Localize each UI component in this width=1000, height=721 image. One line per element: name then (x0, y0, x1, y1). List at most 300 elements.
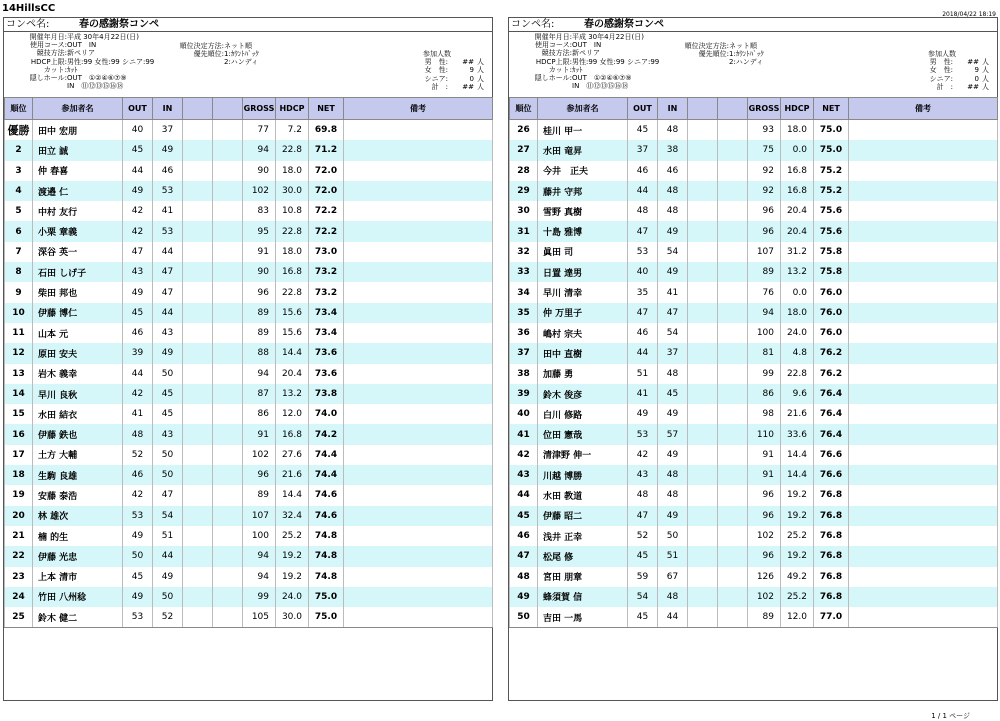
participant-name-cell: 竹田 八州稔 (33, 587, 123, 607)
gross-cell: 91 (748, 445, 781, 465)
rank-cell: 8 (5, 262, 33, 282)
table-row (5, 323, 493, 343)
participant-unit: 人 (982, 82, 989, 91)
rank-cell: 41 (510, 424, 538, 444)
rank-cell: 28 (510, 161, 538, 181)
blank-cell (213, 323, 243, 343)
rank-cell: 11 (5, 323, 33, 343)
hdcp-cell: 27.6 (276, 445, 309, 465)
rank-cell: 38 (510, 364, 538, 384)
blank-cell (688, 323, 718, 343)
blank-cell (183, 607, 213, 628)
info-row (512, 82, 682, 90)
gross-cell: 94 (243, 546, 276, 566)
participant-name-cell: 蜂須賀 信 (538, 587, 628, 607)
info-label: 開催年月日: (29, 33, 67, 41)
gross-cell: 90 (243, 161, 276, 181)
net-cell: 76.0 (814, 323, 849, 343)
in-score-cell: 48 (658, 465, 688, 485)
info-label: 使用コース: (29, 41, 67, 50)
gross-cell: 94 (243, 567, 276, 587)
hdcp-cell: 0.0 (781, 282, 814, 302)
participant-label: シニア: (929, 74, 953, 83)
in-score-cell: 50 (153, 445, 183, 465)
hdcp-cell: 18.0 (781, 303, 814, 323)
blank-cell (688, 161, 718, 181)
out-score-cell: 44 (628, 343, 658, 363)
in-score-cell: 48 (658, 364, 688, 384)
results-table (509, 97, 998, 628)
info-value: OUT IN (572, 41, 602, 50)
table-row (510, 201, 998, 221)
hdcp-cell: 12.0 (276, 404, 309, 424)
gross-cell: 90 (243, 262, 276, 282)
rank-cell: 21 (5, 526, 33, 546)
out-score-cell: 47 (123, 242, 153, 262)
participant-name-cell: 藤井 守邦 (538, 181, 628, 201)
out-score-cell: 47 (628, 221, 658, 241)
table-row (5, 485, 493, 505)
participant-name-cell: 仲 万里子 (538, 303, 628, 323)
in-score-cell: 37 (153, 120, 183, 141)
in-score-cell: 47 (153, 485, 183, 505)
in-score-cell: 44 (153, 303, 183, 323)
participant-label: 計 : (431, 82, 448, 91)
table-row (510, 587, 998, 607)
table-row (510, 506, 998, 526)
blank-cell (718, 201, 748, 221)
net-cell: 73.4 (309, 323, 344, 343)
participant-name-cell: 安藤 泰浩 (33, 485, 123, 505)
participant-name-cell: 嶋村 宗夫 (538, 323, 628, 343)
participant-label: 男 性: (929, 58, 953, 67)
gross-cell: 102 (243, 181, 276, 201)
col-blank-2 (213, 98, 243, 120)
in-score-cell: 46 (153, 161, 183, 181)
participant-value: ## (967, 58, 979, 67)
rank-cell: 10 (5, 303, 33, 323)
participant-name-cell: 石田 しげ子 (33, 262, 123, 282)
net-cell: 75.8 (814, 242, 849, 262)
remarks-cell (344, 445, 493, 465)
page-number: 1 / 1 ページ (931, 712, 970, 720)
rank-cell: 39 (510, 384, 538, 404)
out-score-cell: 40 (628, 262, 658, 282)
hdcp-cell: 31.2 (781, 242, 814, 262)
in-score-cell: 67 (658, 567, 688, 587)
blank-cell (688, 506, 718, 526)
participants-title (901, 50, 995, 58)
rank-cell: 43 (510, 465, 538, 485)
remarks-cell (344, 546, 493, 566)
blank-cell (213, 201, 243, 221)
in-score-cell: 47 (658, 303, 688, 323)
remarks-cell (849, 181, 998, 201)
table-row (510, 526, 998, 546)
remarks-cell (849, 364, 998, 384)
blank-cell (718, 282, 748, 302)
participant-count-row (901, 66, 995, 74)
rank-cell: 18 (5, 465, 33, 485)
rule-value: ネット順 (224, 42, 252, 50)
gross-cell: 96 (243, 282, 276, 302)
net-cell: 76.4 (814, 404, 849, 424)
remarks-cell (344, 201, 493, 221)
gross-cell: 94 (748, 303, 781, 323)
gross-cell: 107 (748, 242, 781, 262)
blank-cell (718, 303, 748, 323)
gross-cell: 86 (243, 404, 276, 424)
info-value: IN ⑪⑫⑬⑮⑯⑱ (572, 82, 629, 91)
participant-name-cell: 雪野 真樹 (538, 201, 628, 221)
rank-cell: 24 (5, 587, 33, 607)
blank-cell (688, 546, 718, 566)
gross-cell: 92 (748, 181, 781, 201)
club-name: 14HillsCC (2, 3, 56, 14)
hdcp-cell: 21.6 (781, 404, 814, 424)
table-row (5, 262, 493, 282)
net-cell: 74.6 (309, 506, 344, 526)
participant-unit: 人 (477, 58, 484, 67)
info-row (512, 58, 682, 66)
col-net: NET (814, 98, 849, 120)
net-cell: 73.0 (309, 242, 344, 262)
in-score-cell: 49 (658, 445, 688, 465)
competition-header (4, 18, 492, 97)
col-remarks: 備考 (344, 98, 493, 120)
hdcp-cell: 30.0 (276, 607, 309, 628)
blank-cell (213, 587, 243, 607)
blank-cell (718, 526, 748, 546)
in-score-cell: 57 (658, 424, 688, 444)
out-score-cell: 45 (123, 140, 153, 160)
net-cell: 73.6 (309, 343, 344, 363)
gross-cell: 96 (748, 506, 781, 526)
gross-cell: 96 (243, 465, 276, 485)
rank-cell: 40 (510, 404, 538, 424)
blank-cell (183, 445, 213, 465)
blank-cell (213, 404, 243, 424)
participant-name-cell: 鈴木 健二 (33, 607, 123, 628)
blank-cell (183, 364, 213, 384)
table-row (510, 404, 998, 424)
participant-name-cell: 伊藤 博仁 (33, 303, 123, 323)
gross-cell: 99 (748, 364, 781, 384)
hdcp-cell: 16.8 (276, 262, 309, 282)
col-hdcp: HDCP (781, 98, 814, 120)
blank-cell (213, 242, 243, 262)
gross-cell: 86 (748, 384, 781, 404)
info-label: 競技方法: (36, 49, 67, 58)
blank-cell (718, 567, 748, 587)
info-row (512, 66, 682, 74)
table-row (510, 303, 998, 323)
hdcp-cell: 14.4 (781, 445, 814, 465)
table-row (5, 181, 493, 201)
remarks-cell (344, 140, 493, 160)
table-row (5, 404, 493, 424)
table-row (510, 120, 998, 141)
remarks-cell (344, 384, 493, 404)
col-blank-1 (688, 98, 718, 120)
remarks-cell (344, 607, 493, 628)
table-row (5, 567, 493, 587)
rank-cell: 4 (5, 181, 33, 201)
rank-cell: 49 (510, 587, 538, 607)
gross-cell: 92 (748, 161, 781, 181)
table-row (510, 282, 998, 302)
participant-name-cell: 清津野 伸一 (538, 445, 628, 465)
in-score-cell: 47 (153, 262, 183, 282)
remarks-cell (344, 526, 493, 546)
info-row (512, 49, 682, 57)
blank-cell (183, 120, 213, 141)
gross-cell: 89 (748, 607, 781, 628)
hdcp-cell: 4.8 (781, 343, 814, 363)
hdcp-cell: 0.0 (781, 140, 814, 160)
blank-cell (183, 140, 213, 160)
out-score-cell: 54 (628, 587, 658, 607)
results-table (4, 97, 493, 628)
remarks-cell (849, 424, 998, 444)
rank-cell: 9 (5, 282, 33, 302)
in-score-cell: 49 (658, 262, 688, 282)
table-row (5, 364, 493, 384)
gross-cell: 95 (243, 221, 276, 241)
net-cell: 77.0 (814, 607, 849, 628)
blank-cell (213, 120, 243, 141)
remarks-cell (344, 485, 493, 505)
info-row (7, 82, 177, 90)
table-row (5, 546, 493, 566)
blank-cell (213, 607, 243, 628)
blank-cell (688, 526, 718, 546)
participant-name-cell: 伊藤 鉄也 (33, 424, 123, 444)
gross-cell: 102 (243, 445, 276, 465)
participant-name-cell: 吉田 一馬 (538, 607, 628, 628)
blank-cell (688, 404, 718, 424)
blank-cell (688, 262, 718, 282)
net-cell: 76.6 (814, 465, 849, 485)
info-label: 使用コース: (534, 41, 572, 50)
table-row (510, 465, 998, 485)
rule-row (659, 50, 809, 58)
table-row (510, 485, 998, 505)
col-net: NET (309, 98, 344, 120)
out-score-cell: 59 (628, 567, 658, 587)
in-score-cell: 44 (153, 242, 183, 262)
out-score-cell: 45 (123, 303, 153, 323)
gross-cell: 87 (243, 384, 276, 404)
blank-cell (718, 546, 748, 566)
blank-cell (183, 201, 213, 221)
gross-cell: 91 (243, 424, 276, 444)
gross-cell: 100 (748, 323, 781, 343)
rank-cell: 3 (5, 161, 33, 181)
hdcp-cell: 18.0 (781, 120, 814, 141)
blank-cell (718, 445, 748, 465)
remarks-cell (849, 262, 998, 282)
table-row (5, 607, 493, 628)
blank-cell (718, 343, 748, 363)
rank-cell: 50 (510, 607, 538, 628)
blank-cell (213, 506, 243, 526)
info-value: OUT IN (67, 41, 97, 50)
hdcp-cell: 19.2 (781, 546, 814, 566)
hdcp-cell: 25.2 (781, 587, 814, 607)
info-row (512, 33, 682, 41)
table-row (5, 303, 493, 323)
hdcp-cell: 32.4 (276, 506, 309, 526)
hdcp-cell: 33.6 (781, 424, 814, 444)
participant-unit: 人 (982, 66, 989, 75)
blank-cell (183, 526, 213, 546)
in-score-cell: 38 (658, 140, 688, 160)
participant-value: ## (967, 82, 979, 91)
participant-count-row (396, 66, 490, 74)
hdcp-cell: 13.2 (276, 384, 309, 404)
blank-cell (183, 242, 213, 262)
participant-name-cell: 白川 修路 (538, 404, 628, 424)
rule-row (154, 58, 304, 66)
participant-value: 9 (974, 66, 979, 75)
net-cell: 75.2 (814, 161, 849, 181)
hdcp-cell: 18.0 (276, 242, 309, 262)
rule-value: 1:ｶｳﾝﾄﾊﾞｯｸ (224, 50, 259, 59)
hdcp-cell: 20.4 (781, 201, 814, 221)
rank-cell: 35 (510, 303, 538, 323)
info-label: HDCP上限: (535, 57, 572, 66)
net-cell: 76.8 (814, 546, 849, 566)
rule-value: 2:ハンディ (729, 58, 764, 67)
blank-cell (183, 546, 213, 566)
rank-cell: 31 (510, 221, 538, 241)
participant-value: ## (462, 58, 474, 67)
gross-cell: 91 (748, 465, 781, 485)
info-row (7, 33, 177, 41)
participant-counts (901, 50, 995, 91)
gross-cell: 96 (748, 485, 781, 505)
net-cell: 76.8 (814, 485, 849, 505)
blank-cell (688, 607, 718, 628)
table-row (5, 161, 493, 181)
blank-cell (688, 567, 718, 587)
participant-unit: 人 (982, 74, 989, 83)
net-cell: 75.0 (814, 120, 849, 141)
info-label: 隠しホール: (29, 74, 67, 83)
remarks-cell (849, 120, 998, 141)
remarks-cell (849, 303, 998, 323)
rank-cell: 37 (510, 343, 538, 363)
out-score-cell: 53 (628, 424, 658, 444)
blank-cell (183, 465, 213, 485)
participant-name-cell: 水田 竜昇 (538, 140, 628, 160)
remarks-cell (344, 364, 493, 384)
in-score-cell: 47 (153, 282, 183, 302)
out-score-cell: 42 (123, 221, 153, 241)
out-score-cell: 43 (628, 465, 658, 485)
in-score-cell: 52 (153, 607, 183, 628)
rank-cell: 42 (510, 445, 538, 465)
blank-cell (718, 485, 748, 505)
net-cell: 76.2 (814, 343, 849, 363)
hdcp-cell: 14.4 (276, 343, 309, 363)
gross-cell: 126 (748, 567, 781, 587)
table-row (5, 465, 493, 485)
hdcp-cell: 9.6 (781, 384, 814, 404)
blank-cell (718, 404, 748, 424)
out-score-cell: 49 (123, 526, 153, 546)
col-name: 参加者名 (33, 98, 123, 120)
out-score-cell: 49 (123, 282, 153, 302)
net-cell: 76.4 (814, 384, 849, 404)
out-score-cell: 49 (123, 587, 153, 607)
participants-title (396, 50, 490, 58)
participant-name-cell: 加藤 勇 (538, 364, 628, 384)
table-row (510, 161, 998, 181)
remarks-cell (849, 343, 998, 363)
out-score-cell: 46 (628, 323, 658, 343)
in-score-cell: 44 (658, 607, 688, 628)
in-score-cell: 41 (153, 201, 183, 221)
out-score-cell: 53 (628, 242, 658, 262)
participant-label: 女 性: (424, 66, 448, 75)
participant-unit: 人 (477, 66, 484, 75)
remarks-cell (849, 384, 998, 404)
participant-label: 計 : (936, 82, 953, 91)
in-score-cell: 37 (658, 343, 688, 363)
blank-cell (688, 221, 718, 241)
table-row (510, 445, 998, 465)
hdcp-cell: 22.8 (781, 364, 814, 384)
table-row (510, 364, 998, 384)
blank-cell (183, 303, 213, 323)
participants-title-text: 参加人数 (423, 50, 451, 58)
hdcp-cell: 20.4 (781, 221, 814, 241)
info-value: IN ⑪⑫⑬⑮⑯⑱ (67, 82, 124, 91)
blank-cell (213, 546, 243, 566)
in-score-cell: 53 (153, 221, 183, 241)
out-score-cell: 49 (628, 404, 658, 424)
net-cell: 71.2 (309, 140, 344, 160)
rank-cell: 20 (5, 506, 33, 526)
net-cell: 76.0 (814, 282, 849, 302)
out-score-cell: 48 (628, 201, 658, 221)
gross-cell: 94 (243, 364, 276, 384)
rank-cell: 47 (510, 546, 538, 566)
blank-cell (183, 485, 213, 505)
participant-name-cell: 今井 正夫 (538, 161, 628, 181)
net-cell: 75.6 (814, 201, 849, 221)
hdcp-cell: 15.6 (276, 303, 309, 323)
blank-cell (688, 201, 718, 221)
in-score-cell: 48 (658, 201, 688, 221)
participants-title-text: 参加人数 (928, 50, 956, 58)
blank-cell (213, 384, 243, 404)
net-cell: 73.6 (309, 364, 344, 384)
rank-cell: 33 (510, 262, 538, 282)
net-cell: 75.2 (814, 181, 849, 201)
remarks-cell (344, 343, 493, 363)
participant-value: 0 (974, 74, 979, 83)
competition-title-row (4, 18, 492, 32)
col-in: IN (658, 98, 688, 120)
in-score-cell: 51 (658, 546, 688, 566)
blank-cell (688, 587, 718, 607)
out-score-cell: 45 (628, 120, 658, 141)
out-score-cell: 44 (628, 181, 658, 201)
table-header-row (5, 98, 493, 120)
